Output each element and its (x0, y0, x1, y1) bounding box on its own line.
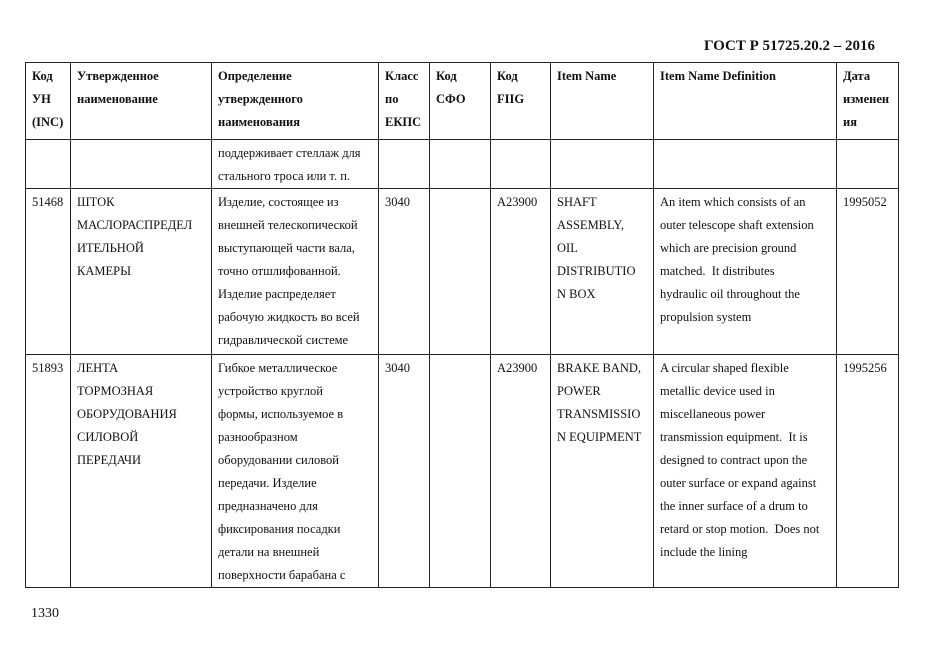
header-inc: Код УН (INC) (26, 63, 71, 140)
cell-ekps: 3040 (379, 189, 430, 355)
header-item-definition: Item Name Definition (654, 63, 837, 140)
cell-inc: 51468 (26, 189, 71, 355)
cell-item-name (551, 140, 654, 189)
table-row (26, 355, 899, 588)
page-number: 1330 (31, 606, 59, 621)
cell-date: 1995256 (837, 355, 899, 588)
table-row (26, 140, 899, 189)
cell-definition: Гибкое металлическое устройство круглой формы, используемое в разнообразном оборудовании силовой передачи. Изделие предназначено для фиксирования посадки детали на внешней поверхности барабана с (212, 355, 379, 588)
header-date: Дата изменен ия (837, 63, 899, 140)
cell-date: 1995052 (837, 189, 899, 355)
header-fiig: Код FIIG (491, 63, 551, 140)
catalog-table (25, 62, 899, 588)
header-item-name: Item Name (551, 63, 654, 140)
cell-item-definition: A circular shaped flexible metallic device used in miscellaneous power transmission equipment. It is designed to contract upon the outer surface or expand against the inner surface of a drum to retard or stop motion. Does not include the lining (654, 355, 837, 588)
header-ekps: Класс по ЕКПС (379, 63, 430, 140)
header-definition: Определение утвержденного наименования (212, 63, 379, 140)
cell-approved-name: ШТОК МАСЛОРАСПРЕДЕЛ ИТЕЛЬНОЙ КАМЕРЫ (71, 189, 212, 355)
cell-inc: 51893 (26, 355, 71, 588)
cell-date (837, 140, 899, 189)
cell-sfo (430, 355, 491, 588)
cell-sfo (430, 140, 491, 189)
document-standard-number: ГОСТ Р 51725.20.2 – 2016 (704, 38, 876, 54)
cell-item-name: BRAKE BAND, POWER TRANSMISSIO N EQUIPMENT (551, 355, 654, 588)
cell-ekps (379, 140, 430, 189)
cell-inc (26, 140, 71, 189)
header-approved-name: Утвержденное наименование (71, 63, 212, 140)
cell-definition: Изделие, состоящее из внешней телескопической выступающей части вала, точно отшлифованной. Изделие распределяет рабочую жидкость во всей гидравлической системе (212, 189, 379, 355)
cell-item-definition: An item which consists of an outer telescope shaft extension which are precision ground matched. It distributes hydraulic oil throughout the propulsion system (654, 189, 837, 355)
cell-fiig (491, 140, 551, 189)
cell-definition: поддерживает стеллаж для стального троса или т. п. (212, 140, 379, 189)
table-header-row (26, 63, 899, 140)
cell-approved-name (71, 140, 212, 189)
cell-ekps: 3040 (379, 355, 430, 588)
cell-approved-name: ЛЕНТА ТОРМОЗНАЯ ОБОРУДОВАНИЯ СИЛОВОЙ ПЕРЕДАЧИ (71, 355, 212, 588)
header-sfo: Код СФО (430, 63, 491, 140)
cell-item-name: SHAFT ASSEMBLY, OIL DISTRIBUTIO N BOX (551, 189, 654, 355)
cell-sfo (430, 189, 491, 355)
cell-fiig: A23900 (491, 355, 551, 588)
cell-fiig: A23900 (491, 189, 551, 355)
table-row (26, 189, 899, 355)
cell-item-definition (654, 140, 837, 189)
